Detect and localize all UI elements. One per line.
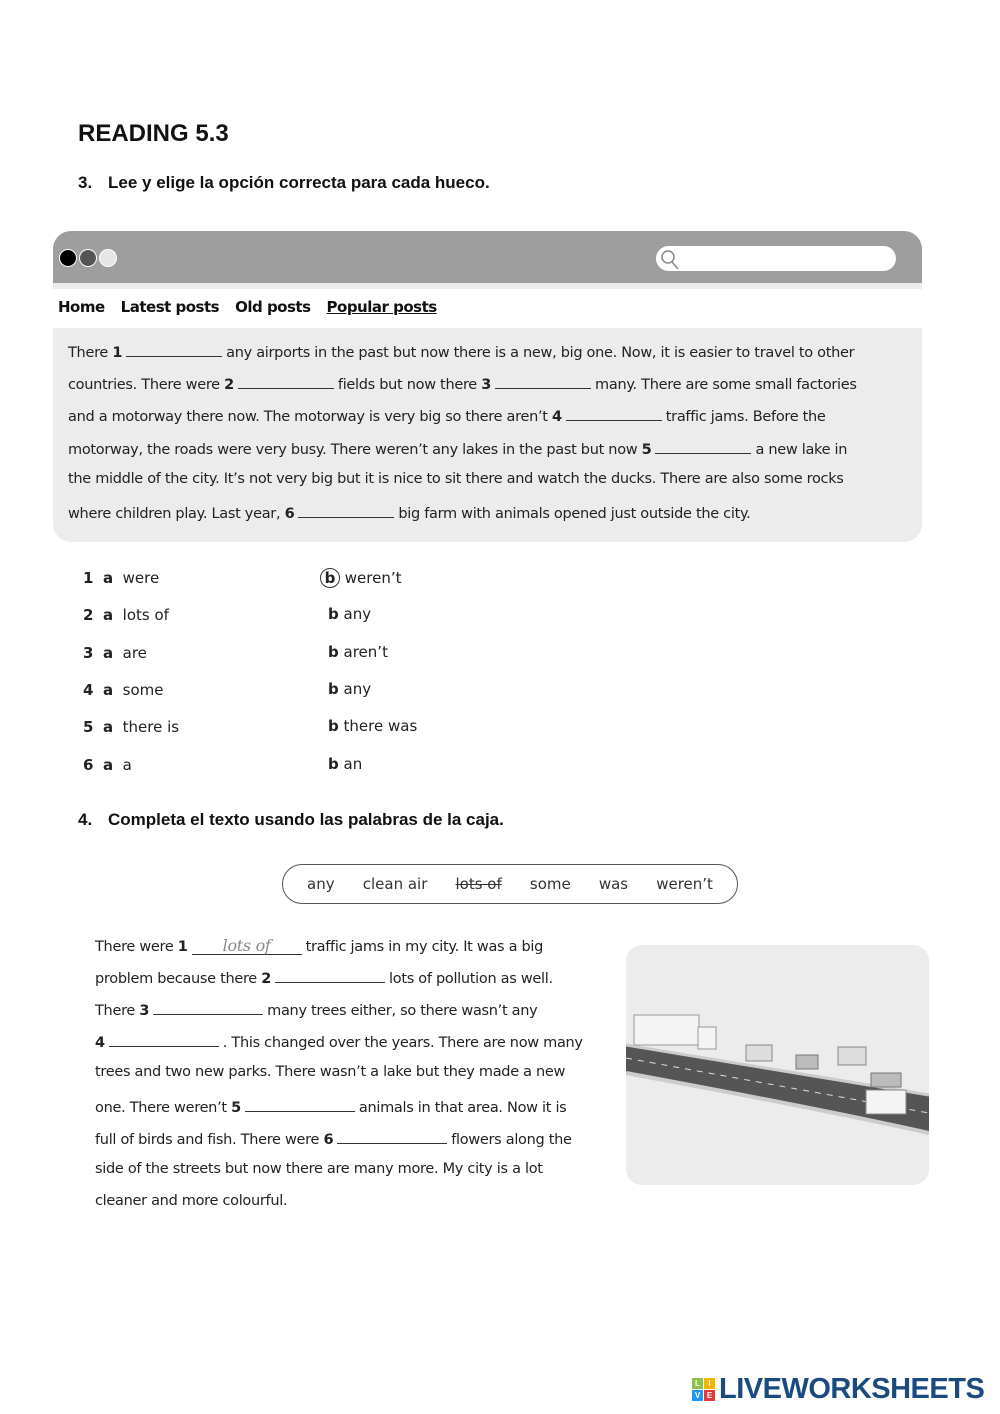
gap-number: 2 — [261, 971, 272, 988]
word-option: some — [529, 875, 571, 893]
text-line — [68, 342, 854, 361]
text-line — [68, 503, 750, 522]
exercise-4-instruction — [78, 810, 504, 830]
option-letter: b — [328, 642, 339, 661]
text-line — [95, 1064, 565, 1080]
handwritten-answer: lots of — [222, 936, 271, 955]
logo-tile: L — [692, 1378, 703, 1389]
exercise-number: 3. — [78, 173, 93, 192]
question-number: 4 — [83, 680, 94, 699]
answer-blank[interactable] — [655, 439, 751, 454]
option-letter: a — [102, 569, 114, 587]
text-segment: animals in that area. Now it is — [358, 1099, 567, 1116]
question-number: 2 — [83, 606, 94, 625]
option-b-row — [328, 643, 388, 661]
question-number: 3 — [83, 643, 94, 662]
logo-tiles-icon — [692, 1378, 715, 1401]
option-row — [83, 606, 169, 624]
logo-tile: I — [704, 1378, 715, 1389]
option-b-row — [320, 568, 402, 588]
liveworksheets-logo — [692, 1373, 984, 1406]
nav-home[interactable]: Home — [58, 298, 105, 316]
option-b-row — [328, 755, 362, 773]
gap-number: 3 — [481, 377, 492, 394]
text-segment: . This changed over the years. There are now many — [222, 1035, 583, 1052]
question-number: 6 — [83, 755, 94, 774]
logo-text: LIVEWORKSHEETS — [719, 1373, 985, 1405]
text-line — [95, 1129, 572, 1148]
option-row — [83, 756, 132, 774]
option-letter: a — [102, 606, 114, 625]
text-line — [95, 936, 543, 955]
divider — [53, 283, 922, 289]
text-segment: problem because there — [95, 971, 262, 988]
text-line — [68, 406, 826, 425]
question-number: 1 — [83, 569, 94, 587]
text-segment: There — [95, 1003, 140, 1020]
text-segment: traffic jams in my city. It was a big — [305, 939, 544, 955]
text-segment: full of birds and fish. There were — [95, 1131, 324, 1148]
answer-blank[interactable] — [566, 406, 662, 421]
gap-number: 5 — [641, 441, 652, 458]
page-title: READING 5.3 — [78, 120, 229, 147]
text-segment: trees and two new parks. There wasn’t a lake but they made a new — [95, 1064, 566, 1081]
option-b[interactable]: any — [343, 605, 372, 624]
nav-latest-posts[interactable]: Latest posts — [120, 298, 220, 316]
text-segment: and a motorway there now. The motorway is very big so there aren’t — [68, 409, 552, 426]
option-a[interactable]: some — [122, 680, 164, 699]
text-segment: where children play. Last year, — [68, 506, 285, 522]
exercise-3-instruction — [78, 173, 490, 193]
window-dot-icon — [59, 249, 77, 267]
nav-popular-posts[interactable]: Popular posts — [326, 298, 437, 316]
text-line — [95, 968, 553, 987]
text-line — [95, 1032, 583, 1051]
traffic-jam-illustration — [626, 945, 929, 1185]
word-option: clean air — [362, 875, 428, 893]
instruction-text: Completa el texto usando las palabras de la caja. — [108, 810, 504, 829]
text-segment: the middle of the city. It’s not very big but it is nice to sit there and watch the ducks. There are also some rocks — [68, 470, 844, 487]
option-b-row — [328, 717, 417, 735]
option-b[interactable]: an — [343, 754, 363, 773]
text-line — [95, 1000, 537, 1019]
text-segment: motorway, the roads were very busy. There weren’t any lakes in the past but now — [68, 441, 642, 458]
option-row — [83, 569, 159, 587]
word-option-used: lots of — [455, 875, 502, 893]
option-row — [83, 681, 164, 699]
text-segment: many. There are some small factories — [595, 377, 857, 394]
search-input[interactable] — [656, 246, 896, 271]
text-line — [95, 1161, 543, 1177]
nav-old-posts[interactable]: Old posts — [235, 298, 311, 316]
gap-number: 1 — [112, 345, 123, 361]
option-letter: a — [102, 718, 114, 737]
text-segment: traffic jams. Before the — [665, 409, 826, 426]
option-b[interactable]: weren’t — [344, 569, 402, 587]
answer-blank[interactable] — [298, 503, 394, 518]
word-option: any — [307, 875, 335, 893]
search-icon — [656, 246, 682, 271]
answer-blank[interactable] — [275, 968, 385, 983]
window-dot-icon — [99, 249, 117, 267]
text-line — [68, 471, 844, 487]
option-letter: b — [328, 717, 339, 736]
answer-blank[interactable] — [245, 1097, 355, 1112]
gap-number: 6 — [323, 1131, 334, 1148]
blog-nav — [58, 298, 437, 316]
option-b[interactable]: any — [343, 679, 372, 698]
text-segment: There were — [95, 939, 178, 955]
gap-number: 3 — [139, 1003, 150, 1020]
text-segment: cleaner and more colourful. — [95, 1192, 288, 1209]
option-a[interactable]: lots of — [122, 606, 169, 625]
option-letter: b — [328, 754, 339, 773]
option-b-row — [328, 605, 371, 623]
answer-blank[interactable] — [109, 1032, 219, 1047]
answer-blank[interactable] — [192, 936, 302, 955]
option-row — [83, 644, 147, 662]
option-letter: b — [328, 605, 339, 624]
motorway-image — [626, 945, 929, 1185]
text-segment: countries. There were — [68, 377, 225, 394]
option-letter: a — [102, 680, 114, 699]
text-segment: side of the streets but now there are many more. My city is a lot — [95, 1160, 543, 1177]
gap-number: 4 — [551, 409, 562, 426]
option-b-row — [328, 680, 371, 698]
answer-blank[interactable] — [495, 374, 591, 389]
text-line — [95, 1097, 566, 1116]
text-line — [68, 439, 847, 458]
option-a[interactable]: a — [122, 755, 132, 774]
text-segment: big farm with animals opened just outside the city. — [398, 506, 751, 522]
gap-number: 1 — [177, 939, 188, 955]
word-option: was — [598, 875, 629, 893]
answer-blank[interactable] — [238, 374, 334, 389]
option-a[interactable]: there is — [122, 718, 180, 737]
text-segment: flowers along the — [451, 1131, 572, 1148]
option-row — [83, 718, 179, 736]
text-segment: There — [68, 345, 113, 361]
text-segment: lots of pollution as well. — [389, 971, 553, 988]
option-b[interactable]: there was — [343, 717, 418, 736]
option-letter: b — [328, 679, 339, 698]
answer-blank[interactable] — [337, 1129, 447, 1144]
instruction-text: Lee y elige la opción correcta para cada hueco. — [108, 173, 490, 192]
gap-number: 4 — [95, 1035, 105, 1052]
logo-tile: E — [704, 1390, 715, 1401]
text-segment: fields but now there — [337, 377, 482, 394]
word-option: weren’t — [656, 875, 713, 893]
option-b[interactable]: aren’t — [343, 642, 388, 661]
text-line — [68, 374, 857, 393]
option-letter-circled: b — [320, 568, 340, 588]
gap-number: 5 — [231, 1099, 241, 1116]
text-segment: a new lake in — [755, 441, 848, 458]
text-segment: one. There weren’t — [95, 1099, 232, 1116]
exercise-number: 4. — [78, 810, 93, 829]
text-segment: any airports in the past but now there is a new, big one. Now, it is easier to travel to other — [226, 345, 855, 361]
option-letter: a — [102, 755, 114, 774]
option-letter: a — [102, 643, 114, 662]
question-number: 5 — [83, 718, 94, 737]
word-box — [282, 864, 738, 904]
logo-tile: V — [692, 1390, 703, 1401]
answer-blank[interactable] — [153, 1000, 263, 1015]
text-segment: many trees either, so there wasn’t any — [267, 1003, 538, 1020]
text-line — [95, 1193, 287, 1209]
gap-number: 6 — [284, 506, 295, 522]
answer-blank[interactable] — [126, 342, 222, 357]
gap-number: 2 — [224, 377, 234, 394]
window-dot-icon — [79, 249, 97, 267]
option-a[interactable]: are — [122, 643, 147, 662]
option-a[interactable]: were — [122, 569, 160, 587]
